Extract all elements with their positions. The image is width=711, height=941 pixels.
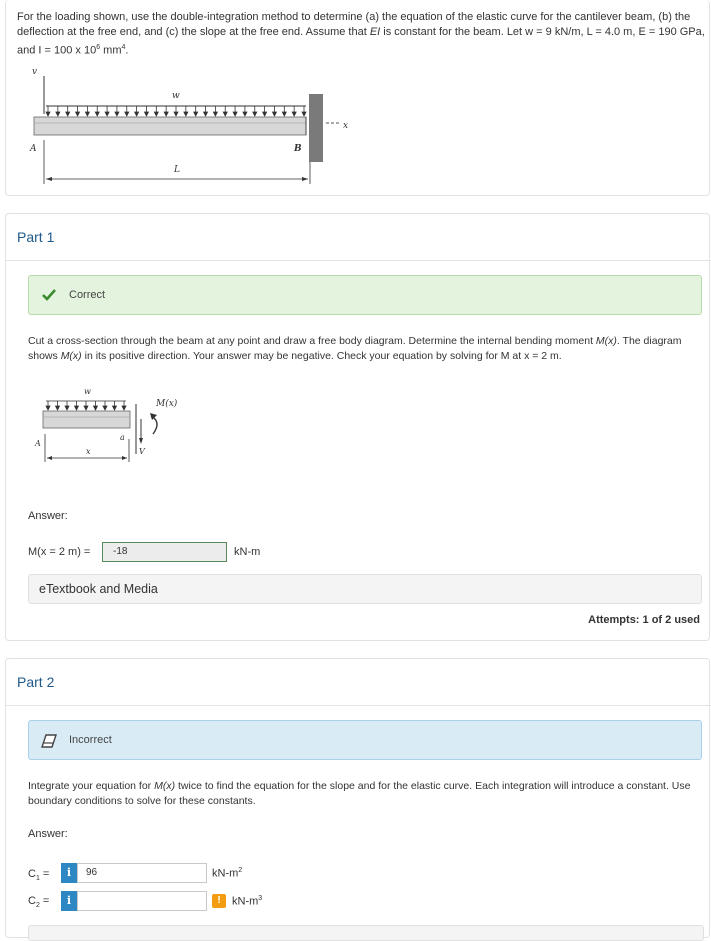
load-arrowhead bbox=[184, 112, 188, 116]
load-arrowhead bbox=[272, 112, 276, 116]
load-arrowhead bbox=[174, 112, 178, 116]
fbd-x-label: x bbox=[86, 447, 91, 456]
load-arrowhead bbox=[144, 112, 148, 116]
load-arrowhead bbox=[223, 112, 227, 116]
c1-unit: $kN-m^2$ bbox=[212, 867, 243, 880]
c2-warning-icon: ! bbox=[212, 894, 226, 908]
moment-answer-prefix: M(x = 2 m) = bbox=[28, 546, 91, 558]
load-arrowhead bbox=[243, 112, 247, 116]
load-arrowhead bbox=[253, 112, 257, 116]
beam bbox=[34, 117, 306, 135]
load-arrowhead bbox=[115, 112, 119, 116]
c1-input[interactable]: 96 bbox=[77, 863, 207, 883]
c2-label: $C_2$ = bbox=[28, 895, 50, 910]
cantilever-beam-figure bbox=[6, 62, 366, 192]
c2-info-icon[interactable]: i bbox=[61, 891, 77, 911]
load-arrowhead bbox=[263, 112, 267, 116]
fbd-w-label: w bbox=[84, 387, 91, 396]
moment-answer-unit: kN-m bbox=[234, 546, 261, 558]
x-axis-label: x bbox=[343, 121, 349, 131]
load-arrowhead bbox=[56, 112, 60, 116]
part1-card bbox=[5, 213, 710, 641]
w-label: w bbox=[172, 91, 180, 101]
load-arrowhead bbox=[292, 112, 296, 116]
load-arrowhead bbox=[65, 406, 69, 410]
attempts-count: Attempts: 1 of 2 used bbox=[588, 614, 700, 626]
fbd-a-small-label: a bbox=[120, 433, 125, 442]
incorrect-label: Incorrect bbox=[69, 734, 112, 746]
c1-info-icon[interactable]: i bbox=[61, 863, 77, 883]
load-arrowhead bbox=[46, 406, 50, 410]
load-arrowhead bbox=[85, 112, 89, 116]
moment-answer-input[interactable]: -18 bbox=[102, 542, 227, 562]
load-arrowhead bbox=[84, 406, 88, 410]
problem-card bbox=[5, 0, 710, 196]
part2-answer-label: Answer: bbox=[28, 828, 68, 840]
fbd-mx-label: M(x) bbox=[156, 399, 178, 409]
c2-unit: $kN-m^3$ bbox=[232, 895, 263, 908]
load-arrowhead bbox=[204, 112, 208, 116]
load-arrowhead bbox=[95, 112, 99, 116]
load-arrowhead bbox=[282, 112, 286, 116]
part2-header bbox=[6, 659, 711, 706]
distributed-load-arrows bbox=[46, 106, 306, 116]
load-arrowhead bbox=[105, 112, 109, 116]
load-arrowhead bbox=[46, 112, 50, 116]
fbd-beam bbox=[43, 411, 130, 428]
part2-instructions: Integrate your equation for M(x) twice to find the equation for the slope and for the elastic curve. Each integration will introduce a constant. Use boundary conditions to solve for these constants. bbox=[28, 780, 691, 807]
load-arrowhead bbox=[302, 112, 306, 116]
c2-input[interactable] bbox=[77, 891, 207, 911]
part1-answer-label: Answer: bbox=[28, 510, 68, 522]
b-label: B bbox=[294, 144, 302, 154]
load-arrowhead bbox=[233, 112, 237, 116]
v-axis-label: v bbox=[32, 67, 38, 77]
load-arrowhead bbox=[125, 112, 129, 116]
fbd-load-arrows bbox=[46, 401, 126, 410]
length-label: L bbox=[174, 165, 180, 175]
incorrect-banner bbox=[28, 720, 702, 760]
fbd-v-label: V bbox=[139, 447, 145, 456]
load-arrowhead bbox=[122, 406, 126, 410]
load-arrowhead bbox=[56, 406, 60, 410]
problem-statement: For the loading shown, use the double-integration method to determine (a) the equation of the elastic curve for the cantilever beam, (b) the deflection at the free end, and (c) the slope at the free end. Assume that EI is constant for the beam. Let w = 9 kN/m, L = 4.0 m, E = 190 GPa, and I = 100 x $10^6$ $mm^4$. bbox=[17, 11, 705, 57]
next-section-edge bbox=[28, 925, 704, 941]
part2-title: Part 2 bbox=[17, 674, 55, 690]
load-arrowhead bbox=[103, 406, 107, 410]
correct-label: Correct bbox=[69, 289, 106, 301]
eraser-icon bbox=[41, 734, 57, 748]
free-body-diagram bbox=[36, 384, 236, 484]
load-arrowhead bbox=[213, 112, 217, 116]
load-arrowhead bbox=[94, 406, 98, 410]
etextbook-media-button[interactable]: eTextbook and Media bbox=[28, 574, 702, 604]
part2-card bbox=[5, 658, 710, 938]
load-arrowhead bbox=[75, 406, 79, 410]
part1-instructions: Cut a cross-section through the beam at any point and draw a free body diagram. Determine the internal bending moment M(x). The diagram shows M(x) in its positive direction. Your answer may be negative. Check your equation by solving for M at x = 2 m. bbox=[28, 335, 682, 362]
correct-banner bbox=[28, 275, 702, 315]
load-arrowhead bbox=[154, 112, 158, 116]
part1-header bbox=[6, 214, 711, 261]
fbd-a-label: A bbox=[35, 439, 41, 448]
check-icon bbox=[41, 287, 57, 303]
part1-title: Part 1 bbox=[17, 229, 55, 245]
load-arrowhead bbox=[164, 112, 168, 116]
c1-label: $C_1$ = bbox=[28, 868, 50, 883]
load-arrowhead bbox=[66, 112, 70, 116]
load-arrowhead bbox=[135, 112, 139, 116]
load-arrowhead bbox=[113, 406, 117, 410]
load-arrowhead bbox=[76, 112, 80, 116]
a-label: A bbox=[30, 144, 37, 154]
fixed-wall bbox=[309, 94, 323, 162]
load-arrowhead bbox=[194, 112, 198, 116]
